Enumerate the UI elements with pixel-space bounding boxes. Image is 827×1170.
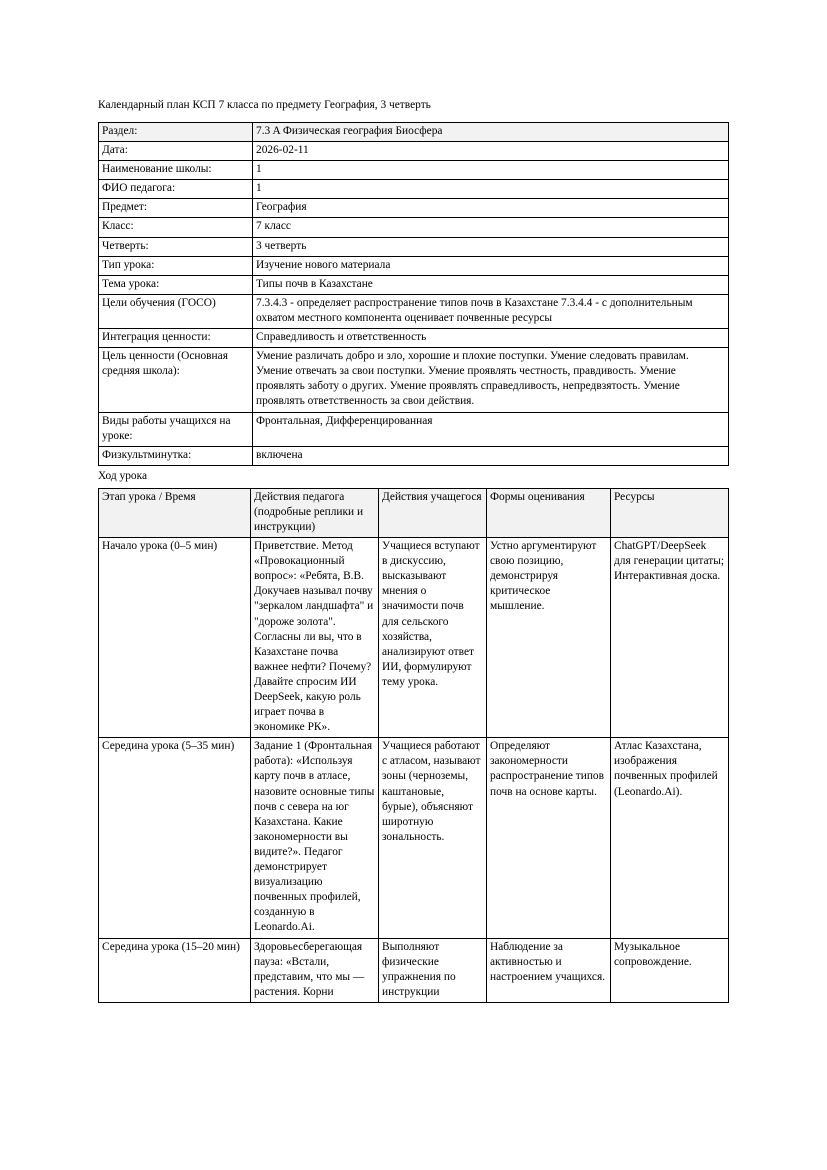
cell-student-actions: Выполняют физические упражнения по инструкции xyxy=(379,938,487,1002)
info-value: Фронтальная, Дифференцированная xyxy=(253,412,729,446)
section-heading-lesson-flow: Ход урока xyxy=(98,469,148,482)
info-value: 3 четверть xyxy=(253,237,729,256)
info-label: Дата: xyxy=(99,142,253,161)
lesson-info-table xyxy=(98,122,729,466)
info-value: 7 класс xyxy=(253,218,729,237)
table-row xyxy=(99,348,729,412)
table-row xyxy=(99,161,729,180)
info-label: Класс: xyxy=(99,218,253,237)
cell-resources: Атлас Казахстана, изображения почвенных профилей (Leonardo.Ai). xyxy=(611,738,729,938)
info-label: Интеграция ценности: xyxy=(99,329,253,348)
info-label: Раздел: xyxy=(99,123,253,142)
info-value: Изучение нового материала xyxy=(253,256,729,275)
info-label: ФИО педагога: xyxy=(99,180,253,199)
cell-resources: Музыкальное сопровождение. xyxy=(611,938,729,1002)
cell-student-actions: Учащиеся работают с атласом, называют зоны (черноземы, каштановые, бурые), объясняют широтную зональность. xyxy=(379,738,487,938)
table-row xyxy=(99,294,729,328)
info-value: Справедливость и ответственность xyxy=(253,329,729,348)
table-row xyxy=(99,199,729,218)
info-value: 7.3 A Физическая география Биосфера xyxy=(253,123,729,142)
info-value: Типы почв в Казахстане xyxy=(253,275,729,294)
column-header-resources: Ресурсы xyxy=(611,488,729,537)
cell-stage: Середина урока (15–20 мин) xyxy=(99,938,251,1002)
table-row xyxy=(99,412,729,446)
cell-teacher-actions: Здоровьесберегающая пауза: «Встали, представим, что мы — растения. Корни xyxy=(251,938,379,1002)
column-header-assessment: Формы оценивания xyxy=(487,488,611,537)
cell-stage: Середина урока (5–35 мин) xyxy=(99,738,251,938)
cell-assessment: Наблюдение за активностью и настроением учащихся. xyxy=(487,938,611,1002)
cell-stage: Начало урока (0–5 мин) xyxy=(99,538,251,738)
info-label: Тип урока: xyxy=(99,256,253,275)
info-label: Предмет: xyxy=(99,199,253,218)
cell-teacher-actions: Задание 1 (Фронтальная работа): «Используя карту почв в атласе, назовите основные типы почв с севера на юг Казахстана. Какие закономерности вы видите?». Педагог демонстрирует визуализацию почвенных профилей, созданную в Leonardo.Ai. xyxy=(251,738,379,938)
table-row xyxy=(99,329,729,348)
cell-student-actions: Учащиеся вступают в дискуссию, высказывают мнения о значимости почв для сельского хозяйства, анализируют ответ ИИ, формулируют тему урока. xyxy=(379,538,487,738)
table-row xyxy=(99,256,729,275)
info-value: 1 xyxy=(253,161,729,180)
cell-resources: ChatGPT/DeepSeek для генерации цитаты; Интерактивная доска. xyxy=(611,538,729,738)
table-row xyxy=(99,275,729,294)
table-row xyxy=(99,237,729,256)
table-row xyxy=(99,180,729,199)
info-label: Цели обучения (ГОСО) xyxy=(99,294,253,328)
page-title: Календарный план КСП 7 класса по предмету География, 3 четверть xyxy=(98,99,431,111)
table-header-row xyxy=(99,488,729,537)
info-value: включена xyxy=(253,446,729,465)
lesson-flow-table xyxy=(98,488,729,1003)
table-row xyxy=(99,938,729,1002)
info-label: Цель ценности (Основная средняя школа): xyxy=(99,348,253,412)
info-label: Четверть: xyxy=(99,237,253,256)
info-label: Виды работы учащихся на уроке: xyxy=(99,412,253,446)
table-row xyxy=(99,538,729,738)
table-row xyxy=(99,738,729,938)
info-value: География xyxy=(253,199,729,218)
column-header-teacher-actions: Действия педагога (подробные реплики и инструкции) xyxy=(251,488,379,537)
cell-assessment: Определяют закономерности распространение типов почв на основе карты. xyxy=(487,738,611,938)
table-row xyxy=(99,142,729,161)
info-value: 2026-02-11 xyxy=(253,142,729,161)
cell-assessment: Устно аргументируют свою позицию, демонстрируя критическое мышление. xyxy=(487,538,611,738)
info-label: Наименование школы: xyxy=(99,161,253,180)
info-label: Физкультминутка: xyxy=(99,446,253,465)
column-header-student-actions: Действия учащегося xyxy=(379,488,487,537)
info-value: 1 xyxy=(253,180,729,199)
column-header-stage: Этап урока / Время xyxy=(99,488,251,537)
info-value: 7.3.4.3 - определяет распространение типов почв в Казахстане 7.3.4.4 - с дополнительным охватом местного компонента оценивает почвенные ресурсы xyxy=(253,294,729,328)
document-content xyxy=(98,98,728,1003)
info-label: Тема урока: xyxy=(99,275,253,294)
cell-teacher-actions: Приветствие. Метод «Провокационный вопрос»: «Ребята, В.В. Докучаев называл почву "зеркалом ландшафта" и "дороже золота". Согласны ли вы, что в Казахстане почва важнее нефти? Почему? Давайте спросим ИИ DeepSeek, какую роль играет почва в экономике РК». xyxy=(251,538,379,738)
table-row xyxy=(99,446,729,465)
table-row xyxy=(99,123,729,142)
table-row xyxy=(99,218,729,237)
info-value: Умение различать добро и зло, хорошие и плохие поступки. Умение следовать правилам. Умение отвечать за свои поступки. Умение проявлять честность, правдивость. Умение проявлять заботу о других. Умение проявлять справедливость, непредвзятость. Умение проявлять ответственность за свои действия. xyxy=(253,348,729,412)
